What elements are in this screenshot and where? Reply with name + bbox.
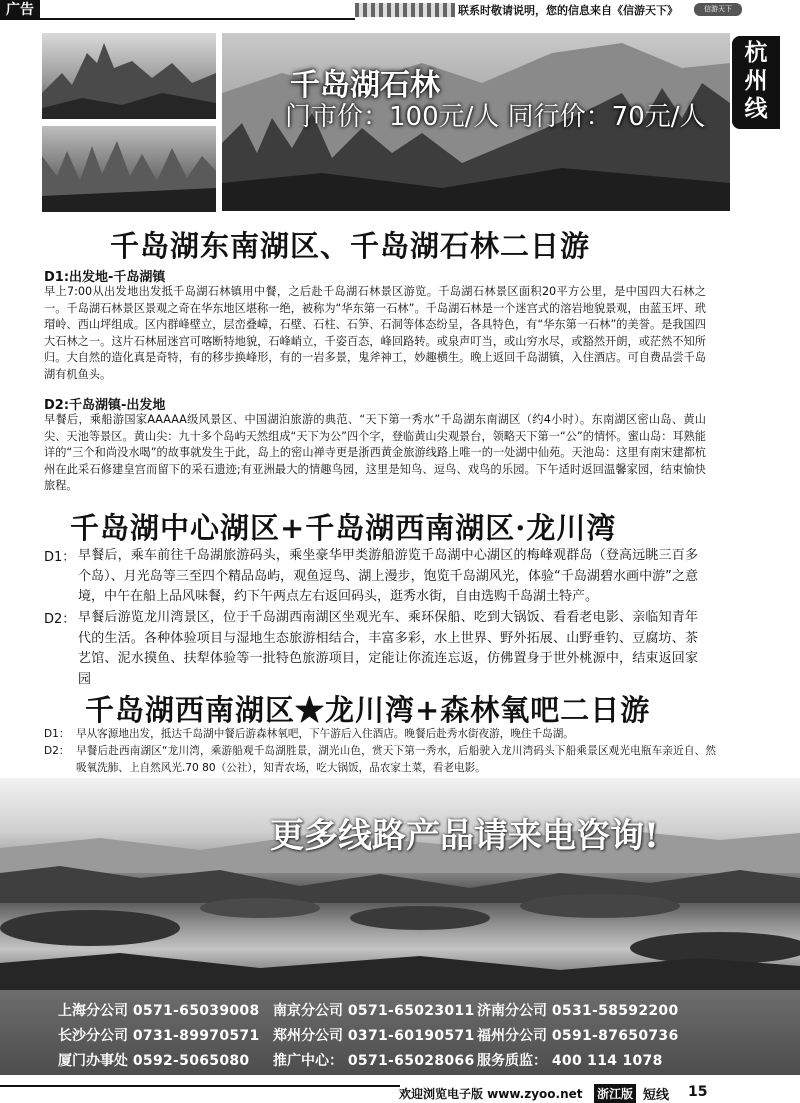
header-pattern <box>355 3 455 17</box>
section1-day1-text: 早上7:00从出发地出发抵千岛湖石林镇用中餐，之后赴千岛湖石林景区游览。千岛湖石林景区面积20平方公里，是中国四大石林之一。千岛湖石林景区景观之奇在华东地区堪称一绝，被称为“华东第一石林”。千岛湖石林是一个迷宫式的溶岩地貌景观，由蓝玉坪、玳瑁岭、西山坪组成。区内群峰壁立，层峦叠嶂，石壁、石柱、石笋、石洞等体态纷呈，各具特色，有“华东第一石林”的美誉。是我国四大石林之一。这片石林屈迷宫可喀断特地貌，石峰峭立，千姿百态，峰回路转。或泉声叮当，或山穷水尽，或豁然开朗，或茫然不知所归。大自然的造化真是奇特，有的移步换峰形，有的一岩多景，鬼斧神工，妙趣横生。晚上返回千岛湖镇，入住酒店。可自费品尝千岛湖有机鱼头。 <box>44 285 706 381</box>
office-fuzhou: 福州分公司 0591-87650736 <box>477 1028 679 1044</box>
section1-day2-title: D2:千岛湖镇-出发地 <box>44 398 166 413</box>
section3-day2-text: 早餐后赴西南湖区“龙川湾，乘游船观千岛湖胜景，湖光山色，赏天下第一秀水，后船驶入龙川湾码头下船乘景区观光电瓶车亲近自、然吸氧洗肺、上自然风光.70 80（公社），知青农场，吃大锅饭，品农家土菜，看老电影。 <box>76 745 716 774</box>
header-rule <box>40 18 355 20</box>
header-notice: 联系时敬请说明，您的信息来自《信游天下》 <box>458 4 678 17</box>
office-zhengzhou: 郑州分公司 0371-60190571 <box>273 1028 475 1044</box>
region-tab <box>732 36 780 129</box>
section3-day2-label: D2： <box>44 745 70 757</box>
hero-price: 门市价：100元/人 同行价：70元/人 <box>285 102 706 132</box>
section2-day2-label: D2： <box>44 612 76 627</box>
section1-title: 千岛湖东南湖区、千岛湖石林二日游 <box>110 229 591 263</box>
section1-day2-text: 早餐后，乘船游国家AAAAA级风景区、中国湖泊旅游的典范、“天下第一秀水”千岛湖东南湖区（约4小时）。东南湖区密山岛、黄山尖、天池等景区。黄山尖：九十多个岛屿天然组成“天下为公”四个字，登临黄山尖观景台，领略天下第一“公”的情怀。蜜山岛：耳熟能详的“三个和尚没水喝”的故事就发生于此，岛上的密山禅寺更是浙西黄金旅游线路上唯一的一处湖中仙苑。天池岛：这里有南宋建都杭州在此采石修建皇宫而留下的采石遗迹;有亚洲最大的情趣鸟园，这里是知鸟、逗鸟、戏鸟的乐园。下午适时返回温馨家园，结束愉快旅程。 <box>44 413 706 493</box>
service-hotline: 服务质监： 400 114 1078 <box>477 1053 663 1069</box>
office-xiamen: 厦门办事处 0592-5065080 <box>58 1053 250 1069</box>
section2-day1-label: D1： <box>44 550 76 565</box>
region-tab-char: 线 <box>744 96 768 122</box>
section1-day1-title: D1:出发地-千岛湖镇 <box>44 270 166 285</box>
brand-logo: 信游天下 <box>694 3 742 16</box>
consult-banner: 更多线路产品请来电咨询! <box>270 816 659 856</box>
office-jinan: 济南分公司 0531-58592200 <box>477 1003 679 1019</box>
stone-forest-photo-1 <box>42 33 216 119</box>
office-shanghai: 上海分公司 0571-65039008 <box>58 1003 260 1019</box>
section2-title: 千岛湖中心湖区+千岛湖西南湖区·龙川湾 <box>70 511 617 545</box>
promotion-center: 推广中心： 0571-65028066 <box>273 1053 475 1069</box>
hero-title: 千岛湖石林 <box>290 68 440 103</box>
section2-day1-text: 早餐后，乘车前往千岛湖旅游码头，乘坐豪华甲类游船游览千岛湖中心湖区的梅峰观群岛（登高远眺三百多个岛）、月光岛等三至四个精品岛屿，观鱼逗鸟、湖上漫步，饱览千岛湖风光，体验“千岛湖碧水画中游”之意境，中午在船上品风味餐，约下午两点左右返回码头，逛秀水街，自由选购千岛湖土特产。 <box>78 548 698 604</box>
stone-forest-photo-2 <box>42 126 216 212</box>
ad-label: 广告 <box>0 0 40 20</box>
region-tab-char: 杭 <box>744 40 768 66</box>
region-tab-char: 州 <box>744 68 768 94</box>
footer-website: 欢迎浏览电子版 www.zyoo.net <box>399 1087 583 1101</box>
section3-day1-label: D1： <box>44 728 70 740</box>
office-changsha: 长沙分公司 0731-89970571 <box>58 1028 260 1044</box>
footer-rule <box>0 1085 400 1087</box>
footer-edition: 浙江版 <box>594 1084 636 1103</box>
section3-day1-text: 早从客源地出发，抵达千岛湖中餐后游森林氧吧，下午游后入住酒店。晚餐后赴秀水街夜游，晚住千岛湖。 <box>76 728 574 740</box>
office-nanjing: 南京分公司 0571-65023011 <box>273 1003 475 1019</box>
section2-day2-text: 早餐后游览龙川湾景区，位于千岛湖西南湖区坐观光车、乘环保船、吃到大锅饭、看看老电影、亲临知青年代的生活。各种体验项目与湿地生态旅游相结合，丰富多彩，水上世界、野外拓展、山野垂钓、豆腐坊、茶艺馆、泥水摸鱼、扶犁体验等一批特色旅游项目，定能让你流连忘返，仿佛置身于世外桃源中，结束返回家园 <box>78 610 698 687</box>
footer-category: 短线 <box>643 1088 670 1103</box>
offices-panel <box>0 990 800 1075</box>
section3-title: 千岛湖西南湖区★龙川湾+森林氧吧二日游 <box>85 693 651 727</box>
page-number: 15 <box>688 1084 708 1100</box>
